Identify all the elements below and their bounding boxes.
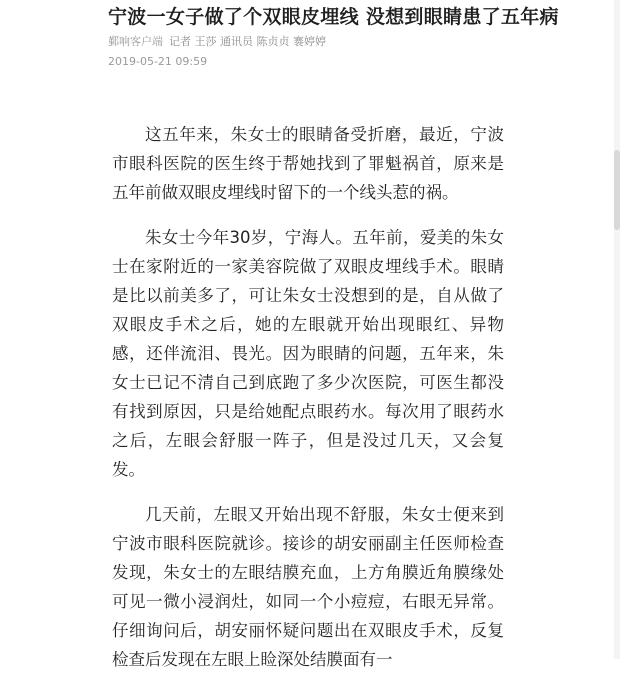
- article-source: 鄞响客户端: [108, 35, 163, 48]
- article: [0, 0, 620, 70]
- article-body: [112, 120, 504, 690]
- paragraph: 朱女士今年30岁，宁海人。五年前，爱美的朱女士在家附近的一家美容院做了双眼皮埋线手术。眼睛是比以前美多了，可让朱女士没想到的是，自从做了双眼皮手术之后，她的左眼就开始出现眼红、异物感，还伴流泪、畏光。因为眼睛的问题，五年来，朱女士已记不清自己到底跑了多少次医院，可医生都没有找到原因，只是给她配点眼药水。每次用了眼药水之后，左眼会舒服一阵子，但是没过几天，又会复发。: [112, 228, 504, 479]
- scrollbar-track[interactable]: [614, 0, 620, 659]
- paragraph: 这五年来，朱女士的眼睛备受折磨，最近，宁波市眼科医院的医生终于帮她找到了罪魁祸首，原来是五年前做双眼皮埋线时留下的一个线头惹的祸。: [112, 125, 504, 202]
- article-date: 2019-05-21 09:59: [108, 55, 208, 68]
- paragraph: 几天前，左眼又开始出现不舒服，朱女士便来到宁波市眼科医院就诊。接诊的胡安丽副主任医师检查发现，朱女士的左眼结膜充血，上方角膜近角膜缘处可见一微小浸润灶，如同一个小痘痘，右眼无异常。仔细询问后，胡安丽怀疑问题出在双眼皮手术，反复检查后发现在左眼上睑深处结膜面有一: [112, 505, 504, 669]
- article-title: 宁波一女子做了个双眼皮埋线 没想到眼睛患了五年病: [108, 6, 559, 28]
- article-meta: [0, 34, 620, 70]
- scrollbar-thumb[interactable]: [614, 150, 620, 230]
- article-author: 记者 王莎 通讯员 陈贞贞 褰婷婷: [169, 35, 326, 48]
